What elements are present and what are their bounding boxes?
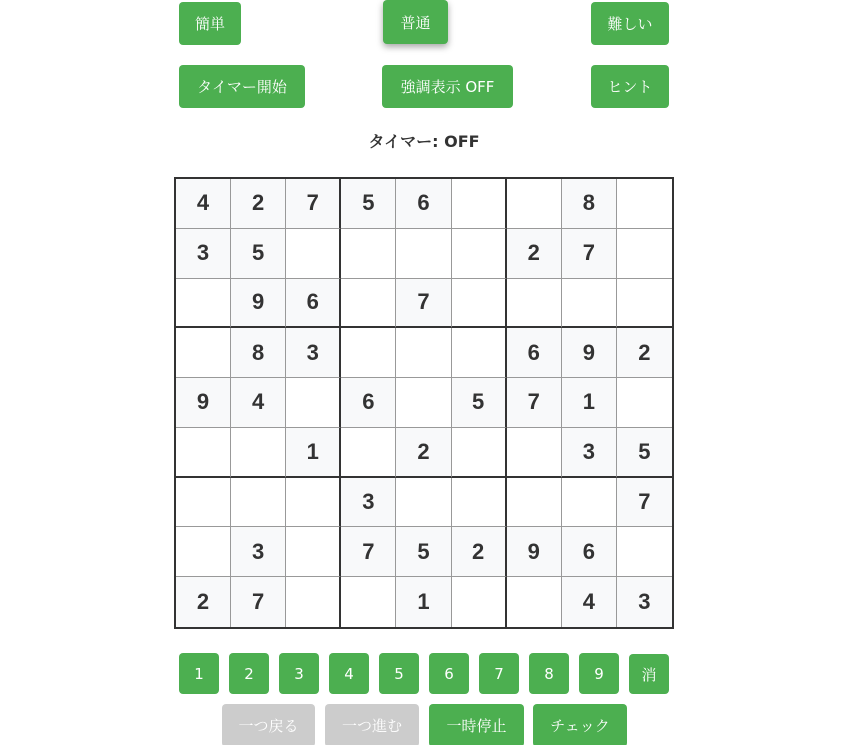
board-cell-r7-c3[interactable] [286, 478, 341, 528]
board-cell-r5-c2[interactable]: 4 [231, 378, 286, 428]
board-cell-r4-c6[interactable] [452, 328, 507, 378]
board-cell-r9-c7[interactable] [507, 577, 562, 627]
board-cell-r2-c1[interactable]: 3 [176, 229, 231, 279]
number-button-3[interactable]: 3 [279, 653, 319, 694]
board-cell-r6-c1[interactable] [176, 428, 231, 478]
board-cell-r3-c4[interactable] [341, 279, 396, 329]
board-cell-r6-c4[interactable] [341, 428, 396, 478]
board-cell-r7-c6[interactable] [452, 478, 507, 528]
board-cell-r7-c8[interactable] [562, 478, 617, 528]
board-cell-r9-c2[interactable]: 7 [231, 577, 286, 627]
board-cell-r6-c3[interactable]: 1 [286, 428, 341, 478]
board-cell-r2-c3[interactable] [286, 229, 341, 279]
board-cell-r6-c2[interactable] [231, 428, 286, 478]
board-cell-r9-c9[interactable]: 3 [617, 577, 672, 627]
board-cell-r5-c3[interactable] [286, 378, 341, 428]
number-button-2[interactable]: 2 [229, 653, 269, 694]
board-cell-r6-c5[interactable]: 2 [396, 428, 451, 478]
board-cell-r4-c4[interactable] [341, 328, 396, 378]
board-cell-r1-c5[interactable]: 6 [396, 179, 451, 229]
board-cell-r6-c6[interactable] [452, 428, 507, 478]
board-cell-r5-c6[interactable]: 5 [452, 378, 507, 428]
board-cell-r8-c3[interactable] [286, 527, 341, 577]
sudoku-board [174, 177, 674, 629]
board-cell-r6-c8[interactable]: 3 [562, 428, 617, 478]
board-cell-r5-c4[interactable]: 6 [341, 378, 396, 428]
board-cell-r7-c5[interactable] [396, 478, 451, 528]
board-cell-r3-c6[interactable] [452, 279, 507, 329]
board-cell-r1-c7[interactable] [507, 179, 562, 229]
board-cell-r4-c1[interactable] [176, 328, 231, 378]
number-button-7[interactable]: 7 [479, 653, 519, 694]
board-cell-r9-c1[interactable]: 2 [176, 577, 231, 627]
board-cell-r9-c4[interactable] [341, 577, 396, 627]
undo-button[interactable]: 一つ戻る [222, 704, 315, 745]
number-button-9[interactable]: 9 [579, 653, 619, 694]
board-cell-r9-c5[interactable]: 1 [396, 577, 451, 627]
board-cell-r5-c8[interactable]: 1 [562, 378, 617, 428]
board-cell-r1-c6[interactable] [452, 179, 507, 229]
board-cell-r4-c9[interactable]: 2 [617, 328, 672, 378]
board-cell-r8-c9[interactable] [617, 527, 672, 577]
normal-button[interactable]: 普通 [383, 0, 448, 44]
board-cell-r7-c9[interactable]: 7 [617, 478, 672, 528]
board-cell-r8-c1[interactable] [176, 527, 231, 577]
number-button-4[interactable]: 4 [329, 653, 369, 694]
board-cell-r2-c4[interactable] [341, 229, 396, 279]
board-cell-r8-c8[interactable]: 6 [562, 527, 617, 577]
board-cell-r1-c2[interactable]: 2 [231, 179, 286, 229]
board-cell-r3-c8[interactable] [562, 279, 617, 329]
board-cell-r4-c7[interactable]: 6 [507, 328, 562, 378]
board-cell-r2-c6[interactable] [452, 229, 507, 279]
board-cell-r5-c1[interactable]: 9 [176, 378, 231, 428]
board-cell-r3-c5[interactable]: 7 [396, 279, 451, 329]
hint-button[interactable]: ヒント [591, 65, 669, 108]
board-cell-r3-c9[interactable] [617, 279, 672, 329]
number-button-8[interactable]: 8 [529, 653, 569, 694]
number-button-1[interactable]: 1 [179, 653, 219, 694]
board-cell-r2-c9[interactable] [617, 229, 672, 279]
timer-status: タイマー: OFF [368, 132, 480, 151]
board-cell-r5-c5[interactable] [396, 378, 451, 428]
board-cell-r7-c1[interactable] [176, 478, 231, 528]
highlight-toggle-button[interactable]: 強調表示 OFF [382, 65, 513, 108]
board-cell-r1-c1[interactable]: 4 [176, 179, 231, 229]
timer-start-button[interactable]: タイマー開始 [179, 65, 305, 108]
board-cell-r5-c9[interactable] [617, 378, 672, 428]
board-cell-r8-c6[interactable]: 2 [452, 527, 507, 577]
board-cell-r5-c7[interactable]: 7 [507, 378, 562, 428]
board-cell-r7-c7[interactable] [507, 478, 562, 528]
board-cell-r2-c5[interactable] [396, 229, 451, 279]
board-cell-r4-c2[interactable]: 8 [231, 328, 286, 378]
board-cell-r3-c7[interactable] [507, 279, 562, 329]
number-button-6[interactable]: 6 [429, 653, 469, 694]
board-cell-r1-c3[interactable]: 7 [286, 179, 341, 229]
board-cell-r8-c2[interactable]: 3 [231, 527, 286, 577]
board-cell-r3-c3[interactable]: 6 [286, 279, 341, 329]
easy-button[interactable]: 簡単 [179, 2, 241, 45]
board-cell-r9-c6[interactable] [452, 577, 507, 627]
board-cell-r4-c3[interactable]: 3 [286, 328, 341, 378]
board-cell-r2-c8[interactable]: 7 [562, 229, 617, 279]
board-cell-r9-c3[interactable] [286, 577, 341, 627]
board-cell-r4-c8[interactable]: 9 [562, 328, 617, 378]
hard-button[interactable]: 難しい [591, 2, 669, 45]
board-cell-r8-c4[interactable]: 7 [341, 527, 396, 577]
board-cell-r6-c9[interactable]: 5 [617, 428, 672, 478]
board-cell-r3-c1[interactable] [176, 279, 231, 329]
board-cell-r1-c4[interactable]: 5 [341, 179, 396, 229]
board-cell-r8-c5[interactable]: 5 [396, 527, 451, 577]
board-cell-r1-c9[interactable] [617, 179, 672, 229]
board-cell-r1-c8[interactable]: 8 [562, 179, 617, 229]
check-button[interactable]: チェック [533, 704, 627, 745]
board-cell-r6-c7[interactable] [507, 428, 562, 478]
board-cell-r4-c5[interactable] [396, 328, 451, 378]
board-cell-r7-c4[interactable]: 3 [341, 478, 396, 528]
erase-button[interactable]: 消 [629, 654, 669, 694]
board-cell-r2-c2[interactable]: 5 [231, 229, 286, 279]
board-cell-r7-c2[interactable] [231, 478, 286, 528]
board-cell-r9-c8[interactable]: 4 [562, 577, 617, 627]
board-cell-r3-c2[interactable]: 9 [231, 279, 286, 329]
number-button-5[interactable]: 5 [379, 653, 419, 694]
pause-button[interactable]: 一時停止 [429, 704, 524, 745]
redo-button[interactable]: 一つ進む [325, 704, 419, 745]
board-cell-r8-c7[interactable]: 9 [507, 527, 562, 577]
board-cell-r2-c7[interactable]: 2 [507, 229, 562, 279]
